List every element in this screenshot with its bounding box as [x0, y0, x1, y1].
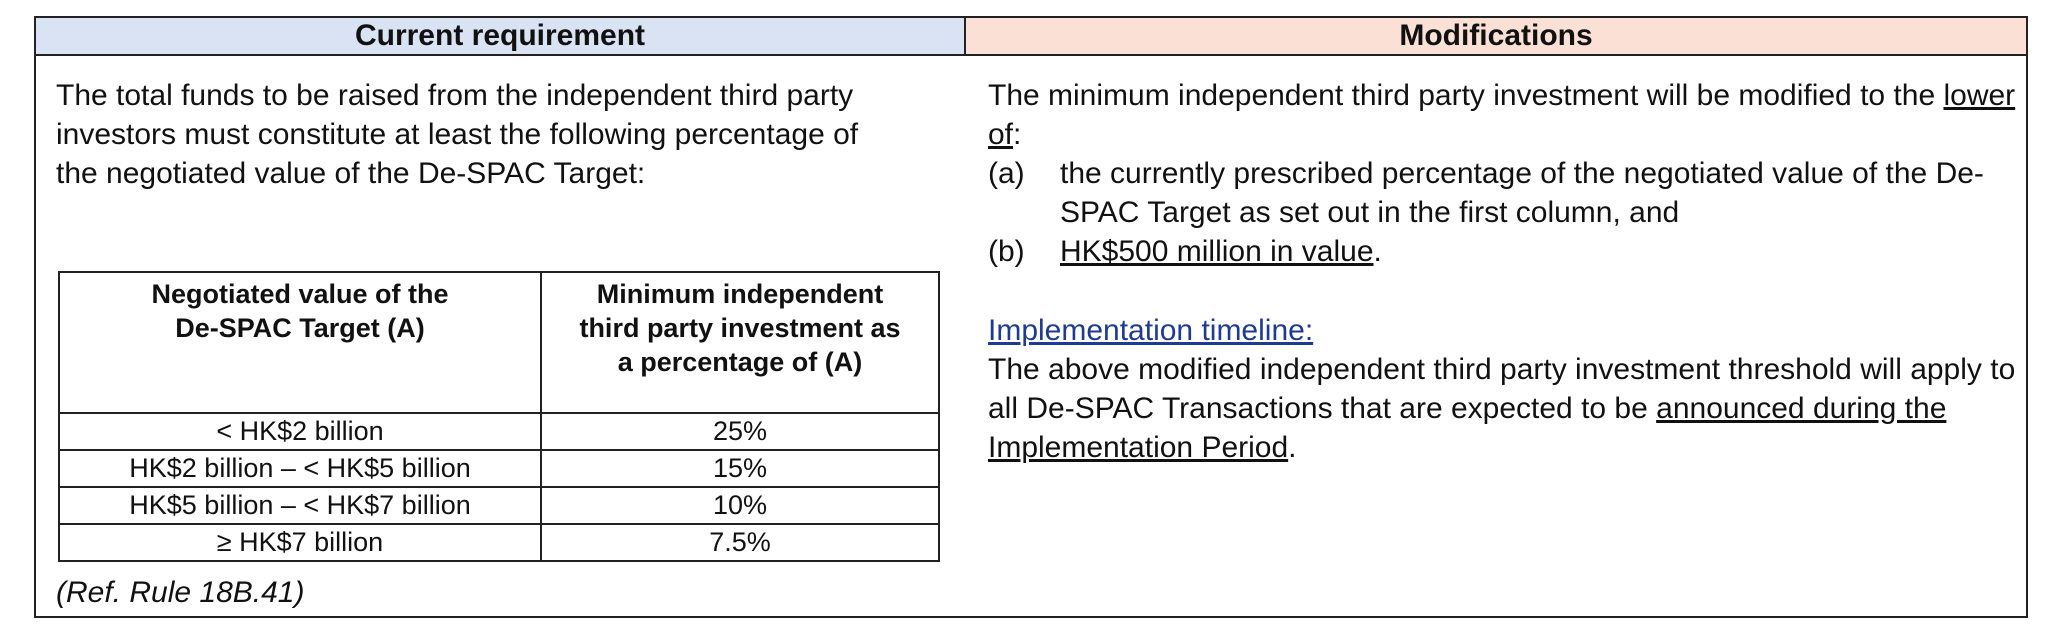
list-marker: (a) — [988, 157, 1025, 190]
header-current-requirement: Current requirement — [36, 18, 966, 56]
list-item-post: . — [1373, 235, 1382, 268]
modifications-intro-post: : — [1013, 118, 1022, 151]
threshold-col-b-label: Minimum independent third party investment as a percentage of (A) — [579, 279, 901, 377]
table-cell-value: HK$2 billion – < HK$5 billion — [59, 450, 541, 487]
list-item — [988, 232, 2016, 271]
table-cell-pct: 25% — [541, 413, 939, 450]
current-requirement-cell — [36, 56, 966, 616]
table-cell-value: < HK$2 billion — [59, 413, 541, 450]
list-item-text — [1060, 154, 2016, 232]
timeline-text-post: . — [1288, 431, 1297, 464]
modifications-intro-lower-of: lower of — [988, 79, 2016, 151]
list-item-text — [1060, 232, 2016, 271]
table-cell-value: HK$5 billion – < HK$7 billion — [59, 487, 541, 524]
header-modifications: Modifications — [966, 18, 2026, 56]
table-row — [59, 450, 939, 487]
timeline-text-underlined: announced during the Implementation Period — [988, 392, 1947, 464]
list-marker: (b) — [988, 235, 1025, 268]
table-cell-pct: 15% — [541, 450, 939, 487]
rule-reference: (Ref. Rule 18B.41) — [56, 576, 305, 609]
implementation-timeline-text — [988, 350, 2016, 467]
table-cell-value: ≥ HK$7 billion — [59, 524, 541, 561]
threshold-table — [58, 271, 940, 562]
list-item-plain: the currently prescribed percentage of the negotiated value of the De-SPAC Target as set out in the first column, and — [1060, 157, 1984, 229]
current-intro-text: The total funds to be raised from the independent third party investors must constitute at least the following percentage of the negotiated value of the De-SPAC Target: — [56, 79, 859, 190]
list-item-underlined: HK$500 million in value — [1060, 235, 1374, 268]
modifications-cell — [968, 56, 2026, 616]
threshold-col-min-investment — [541, 272, 939, 413]
modifications-intro-pre: The minimum independent third party investment will be modified to the — [988, 79, 1944, 112]
timeline-text-pre: The above modified independent third party investment threshold will apply to all De-SPAC Transactions that are expected to be — [988, 353, 2016, 425]
table-row — [59, 413, 939, 450]
threshold-col-a-label: Negotiated value of the De-SPAC Target (A) — [151, 279, 449, 343]
table-row — [59, 524, 939, 561]
modifications-intro — [988, 76, 2016, 154]
comparison-table — [34, 16, 2028, 618]
table-cell-pct: 10% — [541, 487, 939, 524]
table-row — [59, 487, 939, 524]
table-cell-pct: 7.5% — [541, 524, 939, 561]
threshold-col-negotiated-value — [59, 272, 541, 413]
list-item — [988, 154, 2016, 232]
implementation-timeline-heading: Implementation timeline: — [988, 314, 1314, 347]
